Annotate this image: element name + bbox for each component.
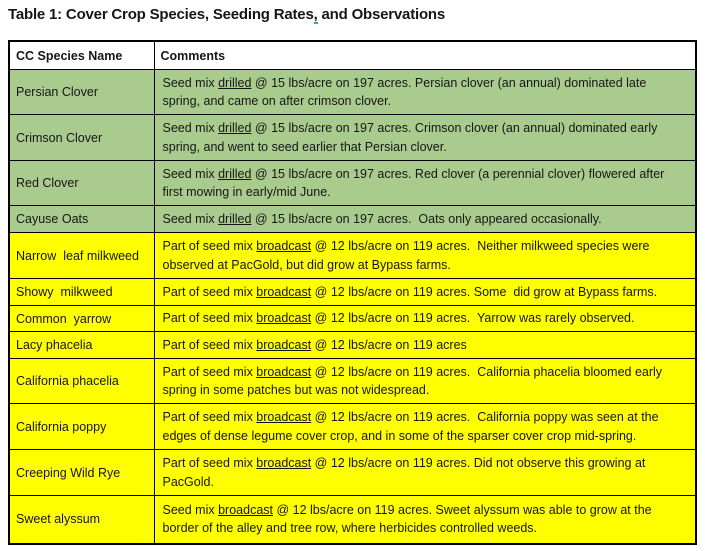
- table-row: [9, 359, 696, 404]
- column-header-species: CC Species Name: [9, 41, 154, 70]
- underlined-word: broadcast: [256, 456, 312, 471]
- species-cell: Common yarrow: [9, 306, 154, 332]
- species-cell: California poppy: [9, 404, 154, 450]
- underlined-word: drilled: [218, 121, 252, 136]
- table-row: [9, 332, 696, 359]
- proofing-mark: ,: [313, 6, 318, 23]
- underlined-word: drilled: [218, 211, 252, 226]
- table-row: [9, 206, 696, 233]
- table-row: [9, 70, 696, 115]
- comment-cell: Seed mix broadcast @ 12 lbs/acre on 119 acres. Sweet alyssum was able to grow at the border of the alley and tree row, where herbicides controlled weeds.: [154, 496, 696, 544]
- species-cell: Lacy phacelia: [9, 332, 154, 359]
- comment-cell: Seed mix drilled @ 15 lbs/acre on 197 acres. Oats only appeared occasionally.: [154, 206, 696, 233]
- underlined-word: broadcast: [256, 284, 312, 299]
- table-row: [9, 279, 696, 306]
- comment-cell: Part of seed mix broadcast @ 12 lbs/acre on 119 acres. California poppy was seen at the edges of dense legume cover crop, and in some of the sparser cover crop mid-spring.: [154, 404, 696, 450]
- table-row: [9, 450, 696, 496]
- species-cell: California phacelia: [9, 359, 154, 404]
- comment-cell: Part of seed mix broadcast @ 12 lbs/acre on 119 acres. Neither milkweed species were observed at PacGold, but did grow at Bypass farms.: [154, 233, 696, 279]
- underlined-word: broadcast: [256, 337, 312, 352]
- species-cell: Red Clover: [9, 161, 154, 206]
- comment-cell: Seed mix drilled @ 15 lbs/acre on 197 acres. Red clover (a perennial clover) flowered after first mowing in early/mid June.: [154, 161, 696, 206]
- table-title-pre: Table 1: Cover Crop Species, Seeding Rates: [8, 6, 314, 23]
- species-cell: Showy milkweed: [9, 279, 154, 306]
- underlined-word: drilled: [218, 166, 252, 181]
- species-cell: Persian Clover: [9, 70, 154, 115]
- comment-cell: Seed mix drilled @ 15 lbs/acre on 197 acres. Crimson clover (an annual) dominated early spring, and went to seed earlier that Persian clover.: [154, 115, 696, 161]
- species-cell: Sweet alyssum: [9, 496, 154, 544]
- comment-cell: Part of seed mix broadcast @ 12 lbs/acre on 119 acres. California phacelia bloomed early spring in some patches but was not widespread.: [154, 359, 696, 404]
- cover-crop-table: [8, 40, 697, 545]
- underlined-word: broadcast: [218, 503, 273, 518]
- table-row: [9, 496, 696, 544]
- underlined-word: broadcast: [256, 410, 312, 425]
- species-cell: Creeping Wild Rye: [9, 450, 154, 496]
- underlined-word: drilled: [218, 75, 252, 90]
- comment-cell: Part of seed mix broadcast @ 12 lbs/acre on 119 acres. Some did grow at Bypass farms.: [154, 279, 696, 306]
- header-row: [9, 41, 696, 70]
- table-row: [9, 404, 696, 450]
- table-row: [9, 161, 696, 206]
- underlined-word: broadcast: [256, 239, 312, 254]
- table-row: [9, 306, 696, 332]
- underlined-word: broadcast: [256, 311, 312, 326]
- comment-cell: Seed mix drilled @ 15 lbs/acre on 197 acres. Persian clover (an annual) dominated late spring, and came on after crimson clover.: [154, 70, 696, 115]
- table-row: [9, 233, 696, 279]
- column-header-comments: Comments: [154, 41, 696, 70]
- table-title-post: and Observations: [317, 6, 446, 23]
- table-row: [9, 115, 696, 161]
- comment-cell: Part of seed mix broadcast @ 12 lbs/acre on 119 acres. Did not observe this growing at PacGold.: [154, 450, 696, 496]
- comment-cell: Part of seed mix broadcast @ 12 lbs/acre on 119 acres: [154, 332, 696, 359]
- table-title: [8, 6, 445, 24]
- species-cell: Cayuse Oats: [9, 206, 154, 233]
- underlined-word: broadcast: [256, 364, 312, 379]
- species-cell: Crimson Clover: [9, 115, 154, 161]
- comment-cell: Part of seed mix broadcast @ 12 lbs/acre on 119 acres. Yarrow was rarely observed.: [154, 306, 696, 332]
- species-cell: Narrow leaf milkweed: [9, 233, 154, 279]
